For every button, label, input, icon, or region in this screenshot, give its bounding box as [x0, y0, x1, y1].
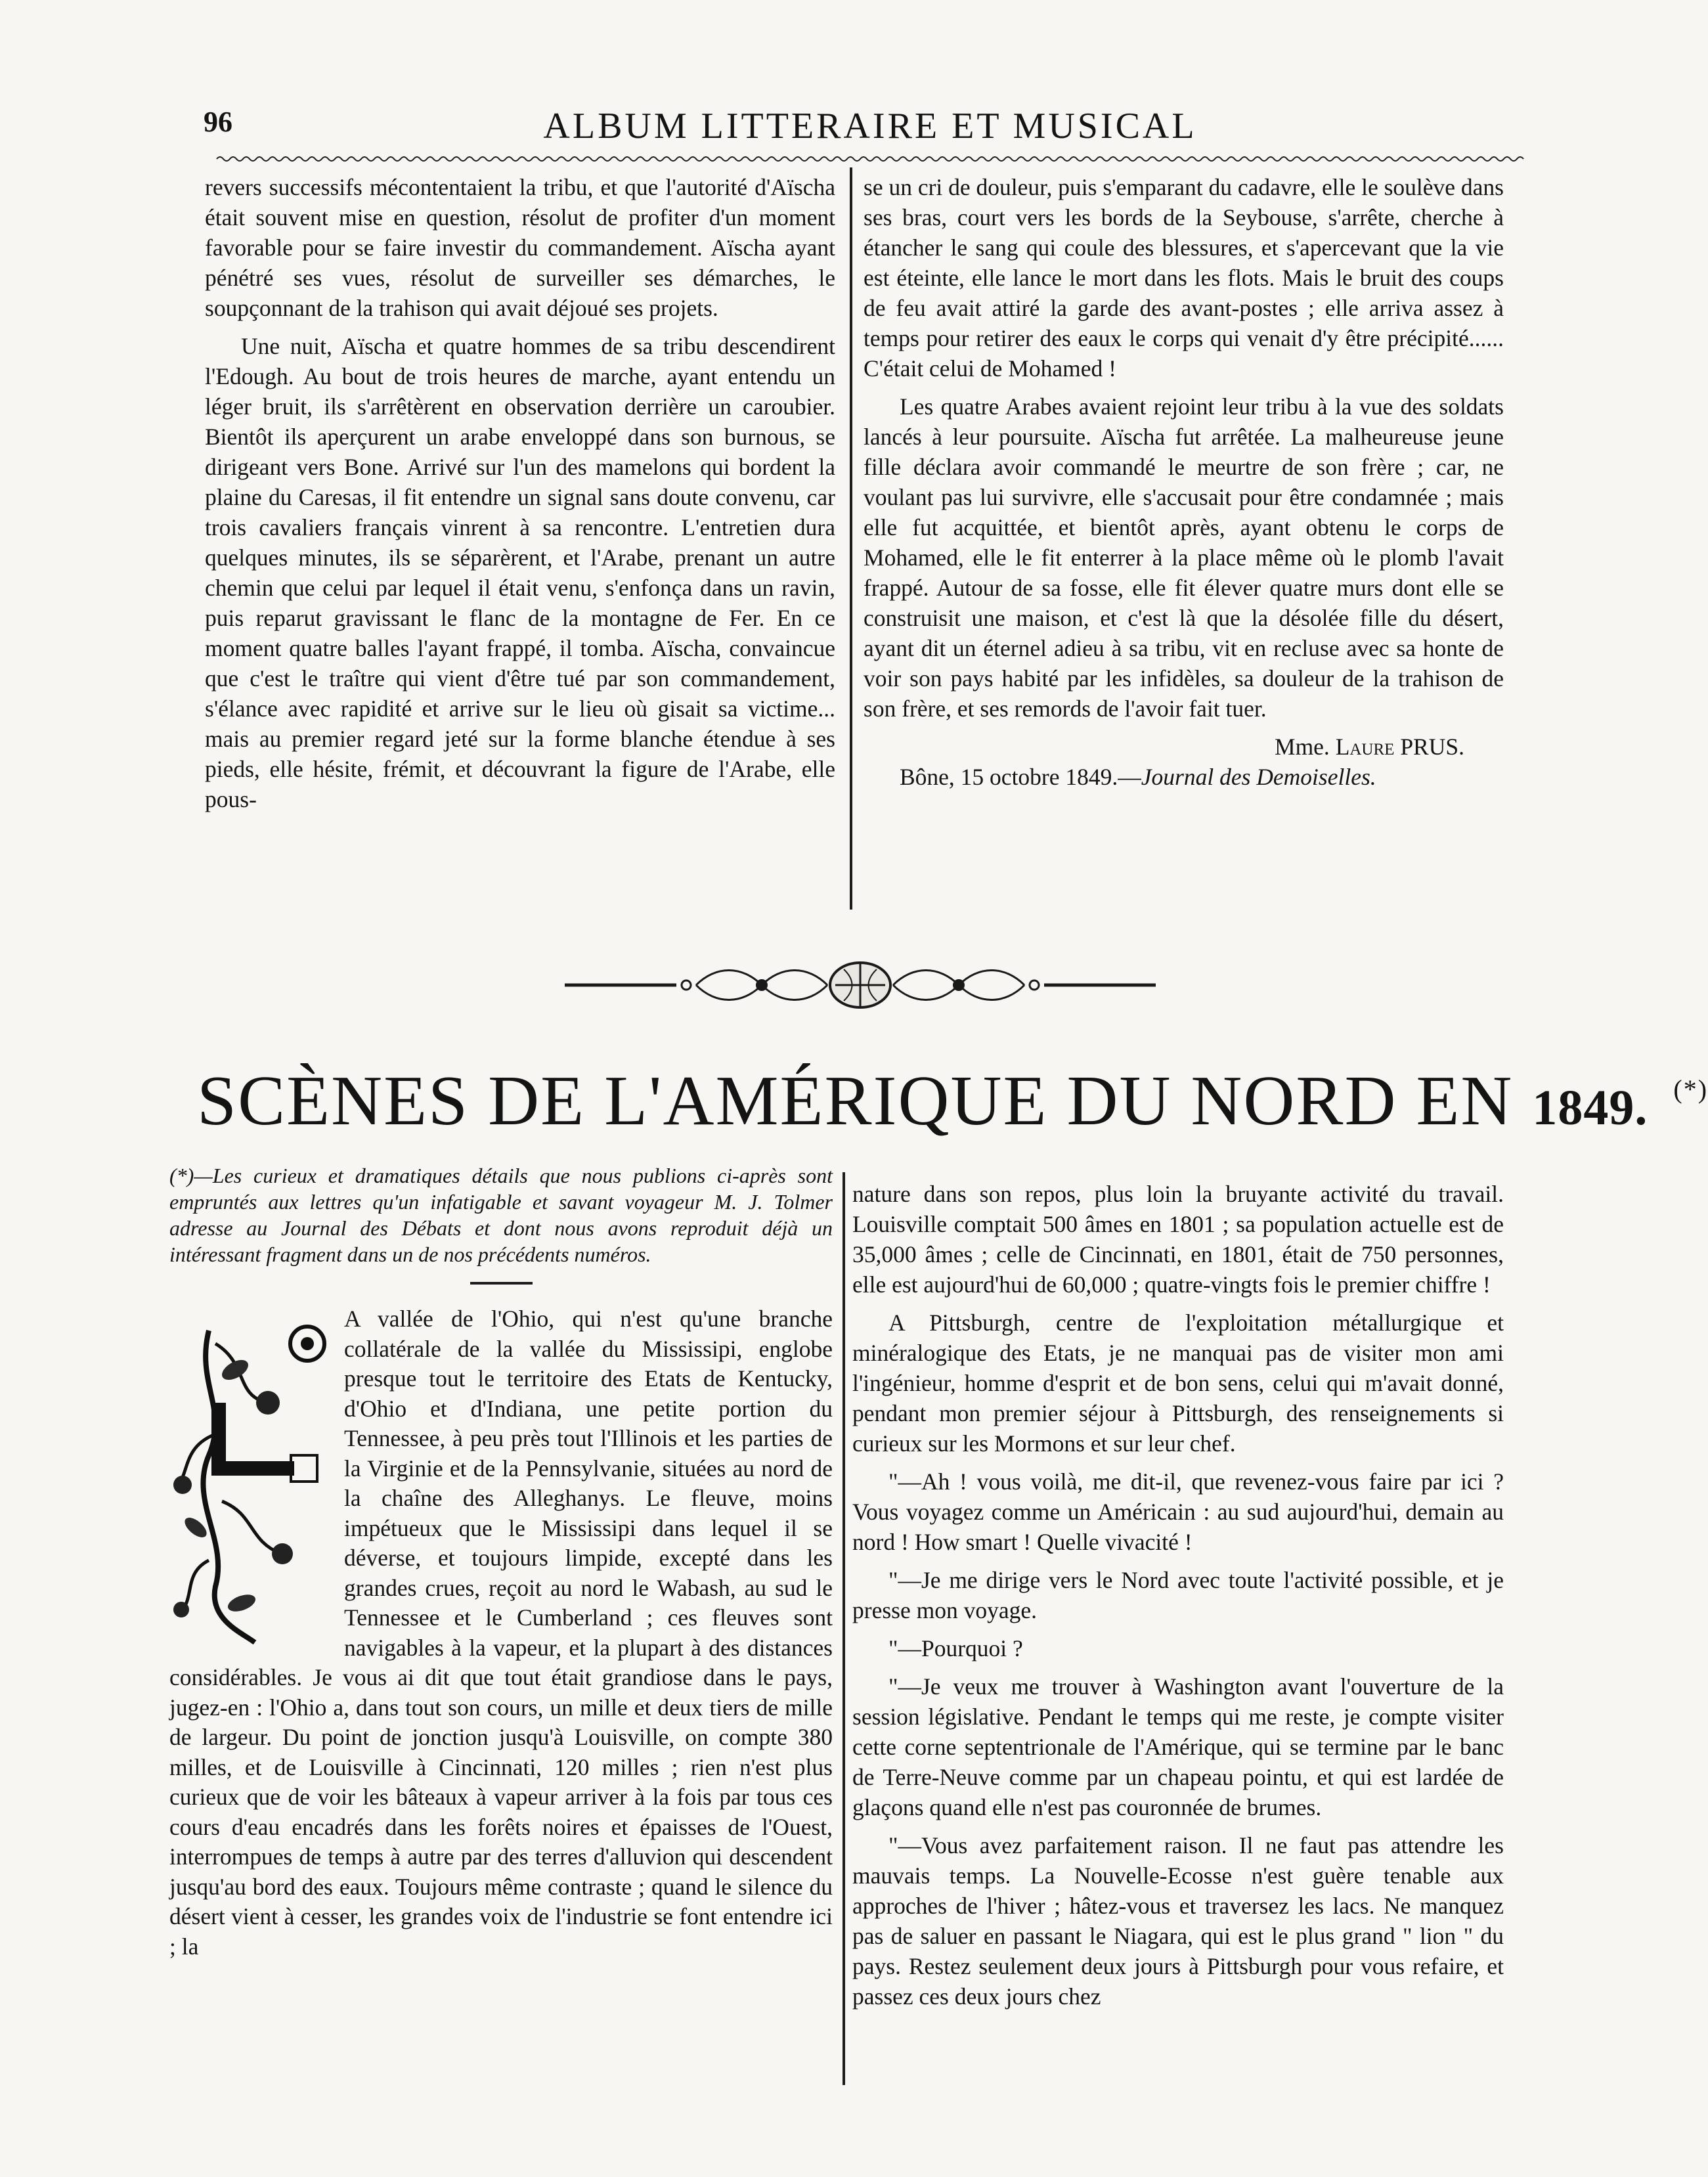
paragraph: "—Pourquoi ? [888, 1635, 1023, 1661]
paragraph: "—Ah ! vous voilà, me dit-il, que revenez-vous faire par ici ? Vous voyagez comme un Américain : au sud aujourd'hui, demain au nord ! How smart ! Quelle vivacité ! [852, 1468, 1504, 1555]
second-article-right-column [852, 1179, 1504, 2019]
paragraph: A vallée de l'Ohio, qui n'est qu'une branche collatérale de la vallée du Mississipi, englobe presque tout le territoire des Etats de Kentucky, d'Ohio et d'Indiana, une petite portion du Tennessee, à peu près tout l'Illinois et les parties de la Virginie et de la Pennsylvanie, situées au nord de la chaîne des Alleghanys. Le fleuve, moins impétueux que le Mississipi dans lequel il se déverse, et toujours limpide, excepté dans les grandes crues, reçoit au nord le Wabash, au sud le Tennessee et le Cumberland ; ces fleuves sont navigables à la vapeur, et la plupart à des distances considérables. Je vous ai dit que tout était grandiose dans le pays, jugez-en : l'Ohio a, dans tout son cours, un mille et deux tiers de mille de largeur. Du point de jonction jusqu'à Louisville, on compte 380 milles, et de Louisville à Cincinnati, 120 milles ; rien n'est plus curieux que de voir les bâteaux à vapeur arriver à la fois par tous ces cours d'eau encadrés dans les forêts noires et épaisses de l'Ouest, interrompues de temps à autre par des terres d'alluvion qui descendent jusqu'au bord des eaux. Toujours même contraste ; quand le silence du désert vient à cesser, les grandes voix de l'industrie se font entendre ici ; la [169, 1306, 833, 1960]
page-header [197, 105, 1543, 151]
paragraph: se un cri de douleur, puis s'emparant du cadavre, elle le soulève dans ses bras, court vers les bords de la Seybouse, s'arrête, cherche à étancher le sang qui coule des blessures, et s'apercevant que la vie est éteinte, elle lance le mort dans les flots. Mais le bruit des coups de feu avait attiré la garde des avant-postes ; elle arriva assez à temps pour retirer des eaux le corps qui venait d'y être précipité...... C'était celui de Mohamed ! [864, 174, 1504, 382]
drop-cap-ornament [169, 1304, 334, 1646]
decorative-ornament [565, 959, 1156, 1011]
paragraph: Une nuit, Aïscha et quatre hommes de sa tribu descendirent l'Edough. Au bout de trois heures de marche, ayant entendu un léger bruit, ils s'arrêtèrent en observation derrière un caroubier. Bientôt ils aperçurent un arabe enveloppé dans son burnous, se dirigeant vers Bone. Arrivé sur l'un des mamelons qui bordent la plaine du Caresas, il fit entendre un signal sans doute convenu, car trois cavaliers français vinrent à sa rencontre. L'entretien dura quelques minutes, ils se séparèrent, et l'Arabe, prenant un autre chemin que celui par lequel il était venu, s'enfonça dans un ravin, puis reparut gravissant le flanc de la montagne de Fer. En ce moment quatre balles l'ayant frappé, il tomba. Aïscha, convaincue que c'est le traître qui vient d'être tué par son commandement, s'élance avec rapidité et arrive sur le lieu où gisait sa victime... mais au premier regard jeté sur la forme blanche étendue à ses pieds, elle hésite, frémit, et découvrant la figure de l'Arabe, elle pous- [205, 333, 835, 812]
author-signature: Mme. Laure PRUS. [1275, 734, 1464, 760]
drop-cap-l-icon [169, 1304, 334, 1646]
column-divider [843, 1172, 845, 2085]
running-title: ALBUM LITTERAIRE ET MUSICAL [543, 106, 1197, 146]
paragraph: Les quatre Arabes avaient rejoint leur tribu à la vue des soldats lancés à leur poursuite. Aïscha fut arrêtée. La malheureuse jeune fille déclara avoir commandé le meurtre de son frère ; car, ne voulant pas lui survivre, elle s'accusait pour être condamnée ; mais elle fut acquittée, et bientôt après, ayant obtenu le corps de Mohamed, elle le fit enterrer à la place même où le plomb l'avait frappé. Autour de sa fosse, elle fit élever quatre murs dont elle se construisit une maison, et c'est là que la désolée fille du désert, ayant dit un éternel adieu à sa tribu, vit en recluse avec sa honte de voir son pays habité par les infidèles, sa douleur de la trahison de son frère, et ses remords de l'avoir fait tuer. [864, 393, 1504, 722]
top-article-left-column [205, 172, 835, 822]
paragraph: "—Je me dirige vers le Nord avec toute l'activité possible, et je presse mon voyage. [852, 1567, 1504, 1623]
footnote: (*)—Les curieux et dramatiques détails que nous publions ci-après sont empruntés aux lettres qu'un infatigable et savant voyageur M. J. Tolmer adresse au Journal des Débats et dont nous avons reproduit déjà un intéressant fragment dans un de nos précédents numéros. [169, 1164, 833, 1266]
column-divider [850, 167, 852, 910]
paragraph: "—Je veux me trouver à Washington avant l'ouverture de la session législative. Pendant le temps qui me reste, je compte visiter cette corne septentrionale de l'Amérique, qui se termine par le banc de Terre-Neuve comme par un chapeau pointu, et qui est lardée de glaçons quand elle n'est pas couronnée de brumes. [852, 1673, 1504, 1820]
paragraph: A Pittsburgh, centre de l'exploitation métallurgique et minéralogique des Etats, je ne manquai pas de visiter mon ami l'ingénieur, homme d'esprit et de bon sens, celui qui m'avait donné, pendant mon premier séjour à Pittsburgh, des renseignements si curieux sur les Mormons et sur leur chef. [852, 1309, 1504, 1457]
paragraph: nature dans son repos, plus loin la bruyante activité du travail. Louisville comptait 500 âmes en 1801 ; sa population actuelle est de 35,000 âmes ; celle de Cincinnati, en 1801, était de 750 personnes, elle est aujourd'hui de 60,000 ; quatre-vingts fois le premier chiffre ! [852, 1181, 1504, 1298]
second-article-left-column [169, 1162, 833, 1969]
paragraph: revers successifs mécontentaient la tribu, et que l'autorité d'Aïscha était souvent mise en question, résolut de profiter d'un moment favorable pour se faire investir du commandement. Aïscha ayant pénétré ses vues, résolut de surveiller ses démarches, le soupçonnant de la trahison qui avait déjoué ses projets. [205, 174, 835, 321]
header-wavy-rule [217, 155, 1523, 163]
top-article-right-column [864, 172, 1504, 792]
dateline: Bône, 15 octobre 1849.—Journal des Demoiselles. [900, 764, 1376, 790]
article-title: SCÈNES DE L'AMÉRIQUE DU NORD EN 1849. (*) [197, 1062, 1708, 1140]
short-rule [470, 1282, 533, 1285]
page-number: 96 [204, 106, 232, 138]
paragraph: "—Vous avez parfaitement raison. Il ne faut pas attendre les mauvais temps. La Nouvelle-Ecosse n'est guère tenable aux approches de l'hiver ; hâtez-vous et traversez les lacs. Ne manquez pas de saluer en passant le Niagara, qui est le plus grand " lion " du pays. Restez seulement deux jours à Pittsburgh pour vous refaire, et passez ces deux jours chez [852, 1832, 1504, 2010]
